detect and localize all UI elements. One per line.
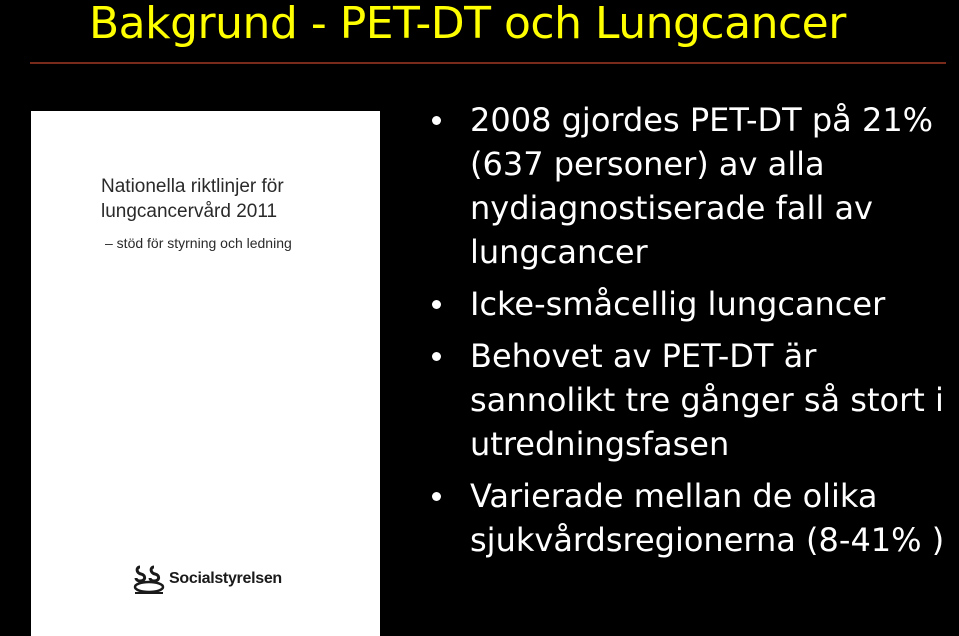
bullet-line: sannolikt tre gånger så stort i	[470, 381, 944, 419]
socialstyrelsen-logo-icon	[132, 563, 166, 595]
bullet-icon	[432, 300, 441, 309]
bullet-item	[426, 282, 959, 326]
bullet-item	[426, 98, 959, 274]
publisher-logo	[132, 562, 282, 596]
bullet-line: 2008 gjordes PET-DT på 21%	[470, 101, 934, 139]
bullet-icon	[432, 352, 441, 361]
bullet-item	[426, 474, 959, 562]
cover-subtitle: – stöd för styrning och ledning	[105, 235, 292, 251]
slide-title: Bakgrund - PET-DT och Lungcancer	[89, 0, 846, 49]
cover-title	[101, 174, 284, 224]
report-cover-image	[31, 111, 380, 636]
bullet-line: lungcancer	[470, 233, 648, 271]
bullet-line: (637 personer) av alla	[470, 145, 825, 183]
bullet-line: Varierade mellan de olika	[470, 477, 878, 515]
bullet-line: utredningsfasen	[470, 425, 730, 463]
bullet-line: Behovet av PET-DT är	[470, 337, 817, 375]
bullet-line: nydiagnostiserade fall av	[470, 189, 873, 227]
bullet-line: Icke-småcellig lungcancer	[470, 285, 886, 323]
bullet-line: sjukvårdsregionerna (8-41% )	[470, 521, 945, 559]
bullet-list	[426, 98, 959, 562]
title-divider	[30, 62, 946, 64]
bullet-item	[426, 334, 959, 466]
cover-title-line: lungcancervård 2011	[101, 201, 278, 222]
bullet-icon	[432, 116, 441, 125]
bullet-icon	[432, 492, 441, 501]
cover-title-line: Nationella riktlinjer för	[101, 176, 284, 197]
publisher-name: Socialstyrelsen	[169, 570, 282, 587]
